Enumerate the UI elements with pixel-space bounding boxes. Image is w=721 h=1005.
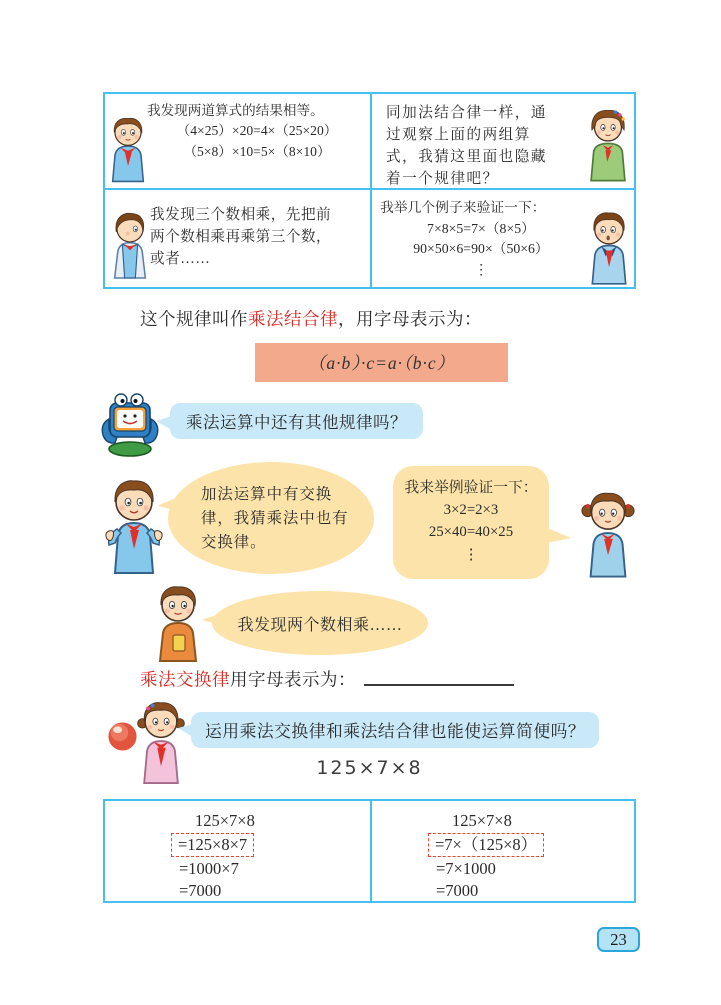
dialogue-row2-left [150,205,331,271]
dialogue-line: 我举几个例子来验证一下： [380,200,546,215]
dialogue-line: 两个数相乘再乘第三个数， [150,228,332,245]
solution-boxed-step: =7×（125×8） [428,833,544,857]
page-number-badge [597,927,640,952]
boy-orange-avatar [147,585,209,663]
equation-line: 7×8×5=7×（8×5） [427,220,535,236]
girl-green-avatar [582,108,634,184]
solution-line: =7000 [436,881,479,900]
dialogue-line: 着一个规律吧？ [386,170,499,187]
boy-vest-avatar [107,206,153,284]
dialogue-line: 交换律。 [201,533,267,551]
associative-formula: （a·b）·c=a·（b·c） [307,353,456,373]
equation-line: （4×25）×20=4×（25×20） [176,123,338,139]
table-cell-row1-left [105,94,372,190]
dialogue-row2-right [380,198,582,281]
vertical-dots: ⋮ [463,546,479,563]
problem-expression: 125×7×8 [316,757,423,779]
table-cell-row1-right [372,94,634,190]
discussion-table [103,92,636,289]
solution-line: 125×7×8 [452,811,512,830]
equation-line: 90×50×6=90×（50×6） [413,241,549,257]
solution-line: =7000 [179,881,222,900]
dialogue-line: 式，我猜这里面也隐藏 [386,148,547,165]
sentence-prefix: 这个规律叫作 [140,309,248,329]
commutative-law-term: 乘法交换律 [140,669,230,690]
associative-law-sentence [140,306,482,331]
robot-question-text: 乘法运算中还有其他规律吗？ [186,413,407,432]
dialogue-row1-right [386,103,547,191]
dialogue-line: 过观察上面的两组算 [386,126,531,143]
boy-guess-bubble [168,462,374,574]
boy-guess-text [201,483,349,555]
commutative-law-sentence [140,666,514,692]
associative-law-term: 乘法结合律 [248,309,338,329]
equation-line: （5×8）×10=5×（8×10） [183,143,331,159]
girl-pigtails-avatar [579,489,637,579]
solution-line: =7×1000 [436,859,496,878]
simplify-question-bubble [191,712,599,748]
sentence-suffix: ，用字母表示为： [338,309,482,329]
boy-scarf-avatar [103,477,165,575]
page-number: 23 [610,929,627,949]
answer-blank-line [364,666,514,686]
equation-line: 25×40=40×25 [428,524,514,541]
vertical-dots: ⋮ [474,262,488,278]
dialogue-line: 同加法结合律一样，通 [386,105,547,121]
dialogue-line: 加法运算中有交换 [201,486,333,503]
dialogue-line: 我发现两道算式的结果相等。 [147,103,324,118]
boy-blue-avatar [105,114,151,186]
boy-tie-avatar [584,210,634,286]
girl-verify-bubble [393,466,549,579]
boy-discover-text: 我发现两个数相乘…… [237,616,403,634]
table-cell-row2-right [372,190,634,287]
robot-question-bubble [170,403,423,439]
dialogue-line: 或者…… [150,250,211,267]
sentence-suffix: 用字母表示为： [230,669,356,690]
equation-line: 3×2=2×3 [443,502,499,519]
solution-left [105,801,372,902]
table-cell-row2-left [105,190,372,287]
solution-line: =1000×7 [179,859,239,878]
solution-boxed-step: =125×8×7 [171,833,254,857]
solution-table [103,799,636,903]
boy-discover-bubble [212,591,428,655]
associative-formula-box [255,343,508,382]
dialogue-row1-left [147,101,367,162]
dialogue-line: 我发现三个数相乘，先把前 [150,207,332,223]
dialogue-line: 我来举例验证一下： [404,480,538,496]
solution-line: 125×7×8 [195,811,255,830]
solution-right [372,801,634,902]
dialogue-line: 律，我猜乘法中也有 [201,509,349,527]
simplify-question-text: 运用乘法交换律和乘法结合律也能使运算简便吗？ [205,722,586,741]
robot-mascot-icon [98,391,162,457]
